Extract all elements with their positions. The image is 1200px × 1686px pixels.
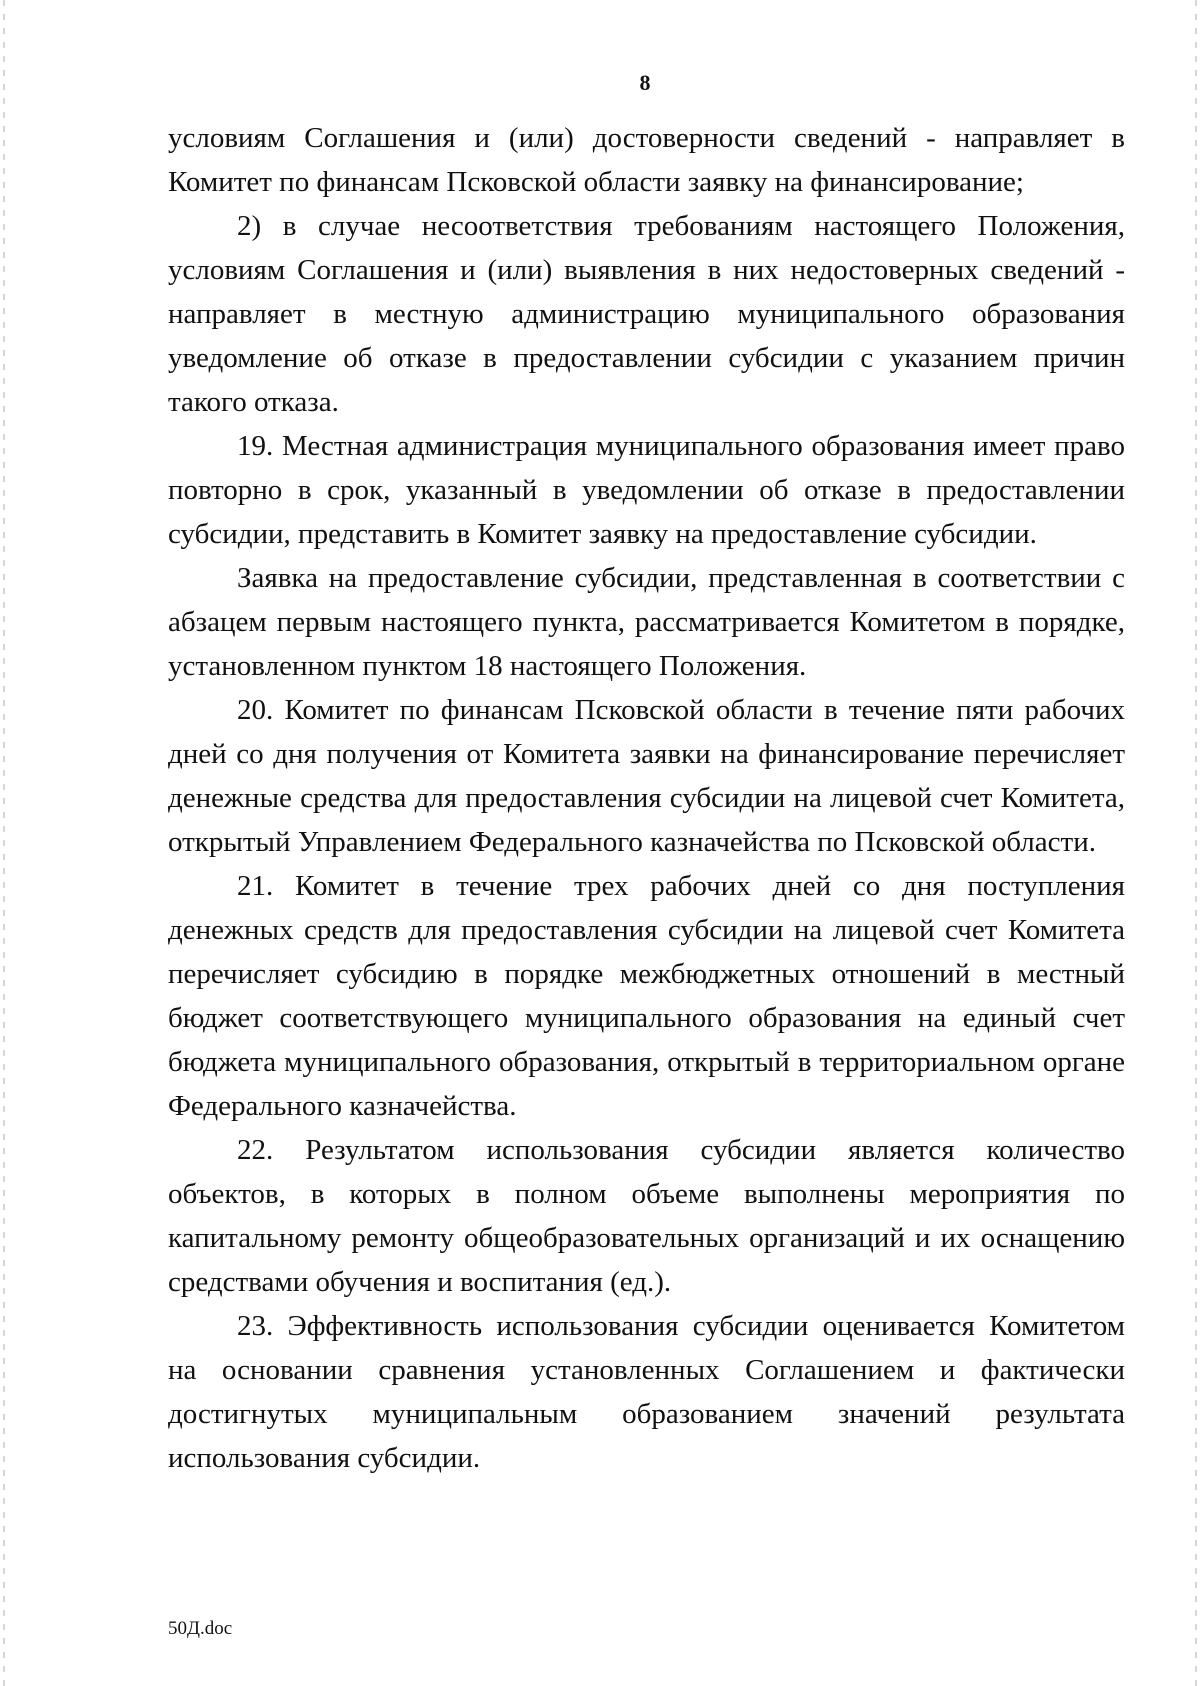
paragraph-item-2: 2) в случае несоответствия требованиям настоящего Положения, условиям Соглашения и (или) выявления в них недостоверных сведений - направляет в местную администрацию муниципального образования уведомление об отказе в предоставлении субсидии с указанием причин такого отказа. (168, 210, 1125, 418)
footer-filename: 50Д.doc (168, 1618, 233, 1639)
paragraph-continuation: условиям Соглашения и (или) достоверности сведений - направляет в Комитет по финансам Псковской области заявку на финансирование; (168, 122, 1125, 198)
page-number: 8 (639, 70, 651, 95)
paragraph-clause-22: 22. Результатом использования субсидии является количество объектов, в которых в полном объеме выполнены мероприятия по капитальному ремонту общеобразовательных организаций и их оснащению средствами обучения и воспитания (ед.). (168, 1134, 1125, 1298)
paragraph-clause-21: 21. Комитет в течение трех рабочих дней со дня поступления денежных средств для предоставления субсидии на лицевой счет Комитета перечисляет субсидию в порядке межбюджетных отношений в местный бюджет соответствующего муниципального образования на единый счет бюджета муниципального образования, открытый в территориальном органе Федерального казначейства. (168, 870, 1125, 1122)
scan-edge-left (3, 0, 5, 1686)
paragraph-clause-19: 19. Местная администрация муниципального образования имеет право повторно в срок, указанный в уведомлении об отказе в предоставлении субсидии, представить в Комитет заявку на предоставление субсидии. (168, 430, 1125, 550)
scan-edge-right (1195, 0, 1197, 1686)
paragraph-clause-23: 23. Эффективность использования субсидии оценивается Комитетом на основании сравнения установленных Соглашением и фактически достигнутых муниципальным образованием значений результата использования субсидии. (168, 1310, 1125, 1474)
paragraph-clause-20: 20. Комитет по финансам Псковской области в течение пяти рабочих дней со дня получения от Комитета заявки на финансирование перечисляет денежные средства для предоставления субсидии на лицевой счет Комитета, открытый Управлением Федерального казначейства по Псковской области. (168, 694, 1125, 858)
paragraph-clause-19-application: Заявка на предоставление субсидии, представленная в соответствии с абзацем первым настоящего пункта, рассматривается Комитетом в порядке, установленном пунктом 18 настоящего Положения. (168, 562, 1125, 682)
document-body (168, 116, 1125, 1480)
